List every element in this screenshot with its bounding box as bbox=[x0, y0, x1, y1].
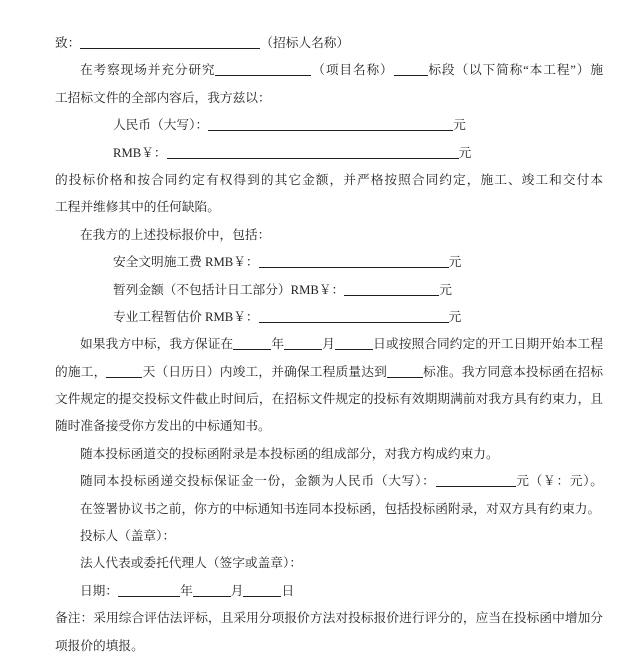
fill-in-blank bbox=[193, 582, 231, 597]
document-line bbox=[55, 249, 603, 276]
text-segment: 备注：采用综合评估法评标，且采用分项报价方法对投标报价进行评分的，应当在投标函中增加分 bbox=[55, 611, 603, 626]
text-segment: 年 bbox=[180, 583, 193, 598]
text-segment: 在签署协议书之前，你方的中标通知书连同本投标函，包括投标函附录，对双方具有约束力。 bbox=[80, 501, 601, 516]
text-segment: 日或按照合同约定的开工日期开始本工程 bbox=[373, 337, 604, 352]
fill-in-blank bbox=[118, 582, 180, 597]
document-line bbox=[55, 167, 603, 194]
document-line bbox=[55, 550, 603, 577]
document-line bbox=[55, 633, 603, 660]
fill-in-blank bbox=[259, 308, 449, 323]
document-line bbox=[55, 277, 603, 304]
fill-in-blank bbox=[215, 61, 311, 76]
fill-in-blank bbox=[80, 34, 260, 49]
fill-in-blank bbox=[344, 281, 439, 296]
fill-in-blank bbox=[208, 116, 453, 131]
text-segment: RMB￥： bbox=[113, 145, 167, 160]
text-segment: 安全文明施工费 RMB￥： bbox=[113, 255, 259, 270]
text-segment: 投标人（盖章）： bbox=[80, 529, 176, 544]
document-line bbox=[55, 578, 603, 605]
text-segment: （招标人名称） bbox=[260, 36, 350, 50]
text-segment: 元 bbox=[453, 118, 466, 133]
text-segment: 致： bbox=[55, 36, 81, 50]
document-line bbox=[55, 496, 603, 523]
text-segment: 月 bbox=[230, 583, 244, 598]
document-line bbox=[55, 112, 603, 139]
text-segment: 如果我方中标，我方保证在 bbox=[80, 337, 234, 352]
fill-in-blank bbox=[167, 144, 459, 159]
document-line bbox=[55, 222, 603, 249]
text-segment: 元 bbox=[439, 282, 452, 297]
text-segment: 在考察现场并充分研究 bbox=[80, 63, 216, 78]
text-segment: 标准。我方同意本投标函在招标 bbox=[422, 364, 604, 379]
text-segment: 文件规定的提交投标文件截止时间后，在招标文件规定的投标有效期期满前对我方具有约束力，且 bbox=[55, 392, 603, 407]
text-segment: 法人代表或委托代理人（签字或盖章）： bbox=[80, 556, 303, 571]
document-line bbox=[55, 57, 603, 84]
text-segment: 天（日历日）内竣工，并确保工程质量达到 bbox=[142, 364, 387, 379]
text-segment: 元 bbox=[448, 309, 462, 324]
fill-in-blank bbox=[233, 335, 271, 350]
text-segment: 标段（以下简称“本工程”）施 bbox=[427, 63, 604, 78]
fill-in-blank bbox=[284, 335, 322, 350]
document-line bbox=[55, 140, 603, 167]
text-segment: 专业工程暂估价 RMB￥： bbox=[113, 309, 259, 324]
document-line bbox=[55, 359, 603, 386]
fill-in-blank bbox=[394, 61, 428, 76]
document-line bbox=[55, 605, 603, 632]
fill-in-blank bbox=[387, 363, 423, 378]
text-segment: 元 bbox=[458, 145, 472, 160]
fill-in-blank bbox=[243, 582, 281, 597]
text-segment: 随同本投标函递交投标保证金一份，金额为人民币（大写）： bbox=[80, 474, 436, 489]
fill-in-blank bbox=[436, 472, 516, 487]
document-line bbox=[55, 413, 603, 440]
text-segment: 人民币（大写）： bbox=[113, 118, 209, 133]
text-segment: 工程并维修其中的任何缺陷。 bbox=[55, 200, 220, 215]
document-line bbox=[55, 194, 603, 221]
text-segment: 元（￥：元）。 bbox=[515, 474, 603, 489]
document-line bbox=[55, 85, 603, 112]
document-line bbox=[55, 386, 603, 413]
document-line bbox=[55, 523, 603, 550]
document-line bbox=[55, 30, 603, 57]
document-line bbox=[55, 441, 603, 468]
text-segment: 年 bbox=[271, 337, 285, 352]
text-segment: 日 bbox=[281, 583, 295, 598]
text-segment: 暂列金额（不包括计日工部分）RMB￥： bbox=[113, 282, 345, 297]
fill-in-blank bbox=[259, 253, 449, 268]
document-line bbox=[55, 468, 603, 495]
document-line bbox=[55, 331, 603, 358]
text-segment: 的投标价格和按合同约定有权得到的其它金额，并严格按照合同约定，施工、竣工和交付本 bbox=[55, 172, 603, 187]
text-segment: 随时准备接受你方发出的中标通知书。 bbox=[55, 419, 271, 434]
fill-in-blank bbox=[335, 335, 373, 350]
text-segment: 月 bbox=[322, 337, 336, 352]
text-segment: 随本投标函道交的投标函附录是本投标函的组成部分，对我方构成约束力。 bbox=[80, 446, 499, 461]
bid-letter-document bbox=[55, 30, 603, 660]
text-segment: 的施工， bbox=[55, 364, 107, 379]
text-segment: 项报价的填报。 bbox=[55, 638, 144, 653]
text-segment: 元 bbox=[448, 255, 462, 270]
text-segment: （项目名称） bbox=[311, 63, 394, 78]
document-line bbox=[55, 304, 603, 331]
fill-in-blank bbox=[106, 363, 142, 378]
text-segment: 在我方的上述投标报价中，包括： bbox=[80, 227, 271, 242]
text-segment: 日期： bbox=[80, 583, 119, 598]
text-segment: 工招标文件的全部内容后，我方兹以： bbox=[55, 90, 271, 105]
